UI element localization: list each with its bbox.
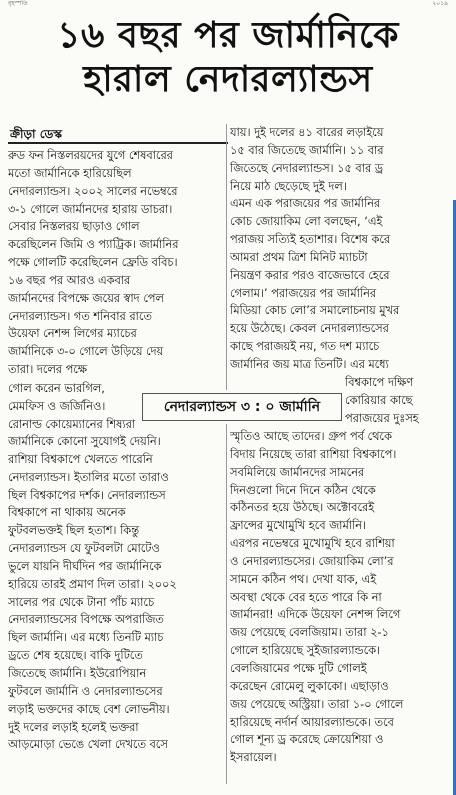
text-line: কাছে পরাজয়ই নয়, গত দশ ম্যাচে (230, 340, 380, 354)
text-line: রোনাল্ড কোয়েম্যানের শিষ্যরা (8, 417, 136, 431)
text-line: ফুটবলভক্তই ছিল হতাশ। কিন্তু (8, 524, 139, 538)
text-line: নেদারল্যান্ডস। গত শনিবার রাতে (8, 309, 152, 323)
text-line: দিনগুলো দিনে দিনে কঠিন থেকে (230, 483, 376, 497)
byline-rule (8, 142, 228, 144)
text-line: ইসরায়েল। (230, 751, 277, 765)
text-line: নিয়ন্ত্রণ করার পরও বাজেভাবে হেরে (230, 268, 390, 282)
text-line: পরাজয় সত্যিই হতাশার। বিশেষ করে (230, 233, 391, 247)
page-date-left: বৃহস্পতি (8, 0, 28, 7)
text-line: জার্মানদের বিপক্ষে জয়ের স্বাদ পেল (8, 291, 164, 305)
text-line: বিশ্বকাপে দক্ষিণ (345, 376, 414, 389)
text-line: বিশ্বকাপে না থাকায় অনেক (8, 506, 126, 520)
text-line: স্মৃতিও আছে তাদের। গ্রুপ পর্ব থেকে (230, 430, 392, 443)
text-line: কঠিনতর হয়ে উঠছে। অক্টোবরেই (230, 501, 375, 515)
text-line: তারা। দলের পক্ষে (8, 363, 87, 377)
text-line: সবমিলিয়ে জার্মানদের সামনের (230, 465, 365, 479)
text-line: জিতেছে জার্মানি। ইউরোপিয়ান (8, 666, 147, 680)
text-line: মেমফিস ও জর্জিনিও। (8, 399, 106, 413)
text-line: আমরা প্রথম ত্রিশ মিনিট ম্যাচটা (230, 250, 368, 264)
text-line: নেদারল্যান্ডসের বিপক্ষে অপরাজিত (8, 613, 164, 627)
left-column-beside-quote (8, 380, 138, 434)
headline-line-1: ১৬ বছর পর জার্মানিকে (57, 15, 399, 56)
text-line: হারিয়ে তারই প্রমাণ দিল তারা। ২০০২ (8, 577, 177, 591)
text-line: সেবার নিস্তলরয় ছাড়াও গোল (8, 220, 140, 234)
text-line: ছিল জার্মানি। এর মধ্যে তিনটি ম্যাচ (8, 631, 164, 645)
text-line: জার্মানরা! এদিকে উয়েফা নেশন্স লিগে (230, 608, 401, 622)
text-line: উয়েফা নেশন্স লিগের ম্যাচের (8, 327, 137, 341)
text-line: বিদায় নিয়েছে তারা রাশিয়া বিশ্বকাপে। (230, 447, 397, 461)
pull-quote-scoreline (142, 393, 342, 421)
text-line: দুই দলের লড়াই হলেই ভক্তরা (8, 720, 139, 734)
right-column-top (230, 124, 448, 374)
text-line: জয় পেয়েছে বেলজিয়াম। তারা ২-১ (230, 626, 389, 640)
text-line: জিতেছে নেদারল্যান্ডস। ১৫ বার ড্র (230, 161, 384, 175)
text-line: করেছিলেন জিমি ও প্যাট্রিক। জার্মানির (8, 238, 179, 252)
pull-quote-text: নেদারল্যান্ডস ৩ : ০ জার্মানি (163, 399, 321, 415)
byline: ক্রীড়া ডেস্ক (10, 127, 63, 141)
text-line: গোল শূন্য ড্র করেছে ক্রোয়েশিয়া ও (230, 733, 384, 747)
text-line: সালের পর থেকে টানা পাঁচ ম্যাচে (8, 595, 155, 609)
text-line: হয়ে উঠেছে। কেবল নেদারল্যান্ডসের (230, 322, 389, 336)
text-line: জার্মানিকে কোনো সুযোগই দেয়নি। (8, 435, 161, 448)
text-line: পরাজয়ের দুঃসহ (345, 411, 419, 425)
text-line: আড়মোড়া ভেঙে খেলা দেখতে বসে (8, 738, 168, 752)
text-line: গোলে হারিয়েছে সুইজারল্যান্ডকে। (230, 644, 381, 658)
headline (0, 14, 456, 102)
text-line: জার্মানির জয় মাত্র তিনটি। এর মধ্যে (230, 357, 389, 371)
text-line: মতো জার্মানিকে হারিয়েছিল (8, 166, 132, 180)
text-line: সামনে কঠিন পথ। দেখা যাক, এই (230, 572, 377, 586)
headline-line-2: হারাল নেদারল্যান্ডস (83, 59, 373, 100)
right-column-bottom (230, 428, 448, 767)
text-line: গোল করেন ভারগিল, (8, 382, 105, 395)
text-line: হারিয়েছে নর্দার্ন আয়ারল্যান্ডকে। তবে (230, 715, 394, 729)
text-line: ভুলে যায়নি দীর্ঘদিন পর জার্মানিকে (8, 559, 162, 573)
text-line: বেলজিয়ামের পক্ষে দুটি গোলই (230, 661, 367, 675)
text-line: করেছেন রোমেলু লুকাকো। এছাড়াও (230, 679, 389, 693)
left-column-bottom (8, 433, 224, 754)
page-header-strip (0, 0, 456, 8)
text-line: নেদারল্যান্ডস যে ফুটবলটা মোটেও (8, 542, 160, 556)
text-line: কোরিয়ার কাছে (345, 393, 413, 407)
right-column-beside-quote (345, 374, 448, 428)
text-line: অবস্থা থেকে বের হতে পারে কি না (230, 590, 382, 604)
text-line: পক্ষে গোলটি করেছিলেন ফ্রেডি ববিচ। (8, 256, 178, 270)
text-line: নেদারল্যান্ডস। ইতালির মতো তারাও (8, 470, 169, 484)
text-line: জয় পেয়েছে অস্ট্রিয়া। তারা ১-০ গোলে (230, 697, 404, 711)
text-line: রুড ফন নিস্তলরয়দের যুগে শেষবারের (8, 149, 173, 162)
text-line: নেদারল্যান্ডস। ২০০২ সালের নভেম্বরে (8, 184, 178, 198)
page-date-right: ২০১৯ (432, 0, 448, 7)
text-line: ও নেদারল্যান্ডসের। জোয়াকিম লো’র (230, 554, 394, 568)
text-line: নিয়ে মাঠ ছেড়েছে দুই দল। (230, 179, 347, 193)
text-line: ছিল বিশ্বকাপের দর্শক। নেদারল্যান্ডস (8, 488, 166, 502)
text-line: জার্মানিকে ৩-০ গোলে উড়িয়ে দেয় (8, 345, 164, 359)
text-line: লড়াই ভক্তদের কাছে বেশ লোভনীয়। (8, 702, 170, 716)
text-line: ৩-১ গোলে জার্মানদের হারায় ডাচরা। (8, 202, 173, 216)
text-line: ১৫ বার জিতেছে জার্মানি। ১১ বার (230, 143, 384, 157)
text-line: গেলাম।’ পরাজয়ের পর জার্মানির (230, 286, 377, 300)
text-line: মিডিয়া কোচ লো’র সমালোচনায় মুখর (230, 304, 400, 318)
text-line: রাশিয়া বিশ্বকাপে খেলতে পারেনি (8, 452, 153, 466)
text-line: যায়। দুই দলের ৪১ বারের লড়াইয়ে (230, 126, 384, 139)
text-line: কোচ জোয়াকিম লো বলছেন, ‘এই (230, 215, 383, 229)
text-line: ফুটবলে জার্মানি ও নেদারল্যান্ডসের (8, 684, 163, 698)
column-divider (226, 124, 227, 784)
text-line: ফ্রান্সের মুখোমুখি হবে জার্মানি। (230, 519, 367, 533)
text-line: ড্রতে শেষ হয়েছে। বাকি দুটিতে (8, 649, 143, 663)
text-line: এরপর নভেম্বরে মুখোমুখি হবে রাশিয়া (230, 537, 395, 551)
text-line: এমন এক পরাজয়ের পর জার্মানির (230, 197, 381, 211)
left-column-top (8, 147, 224, 379)
text-line: ১৬ বছর পর আরও একবার (8, 273, 131, 287)
